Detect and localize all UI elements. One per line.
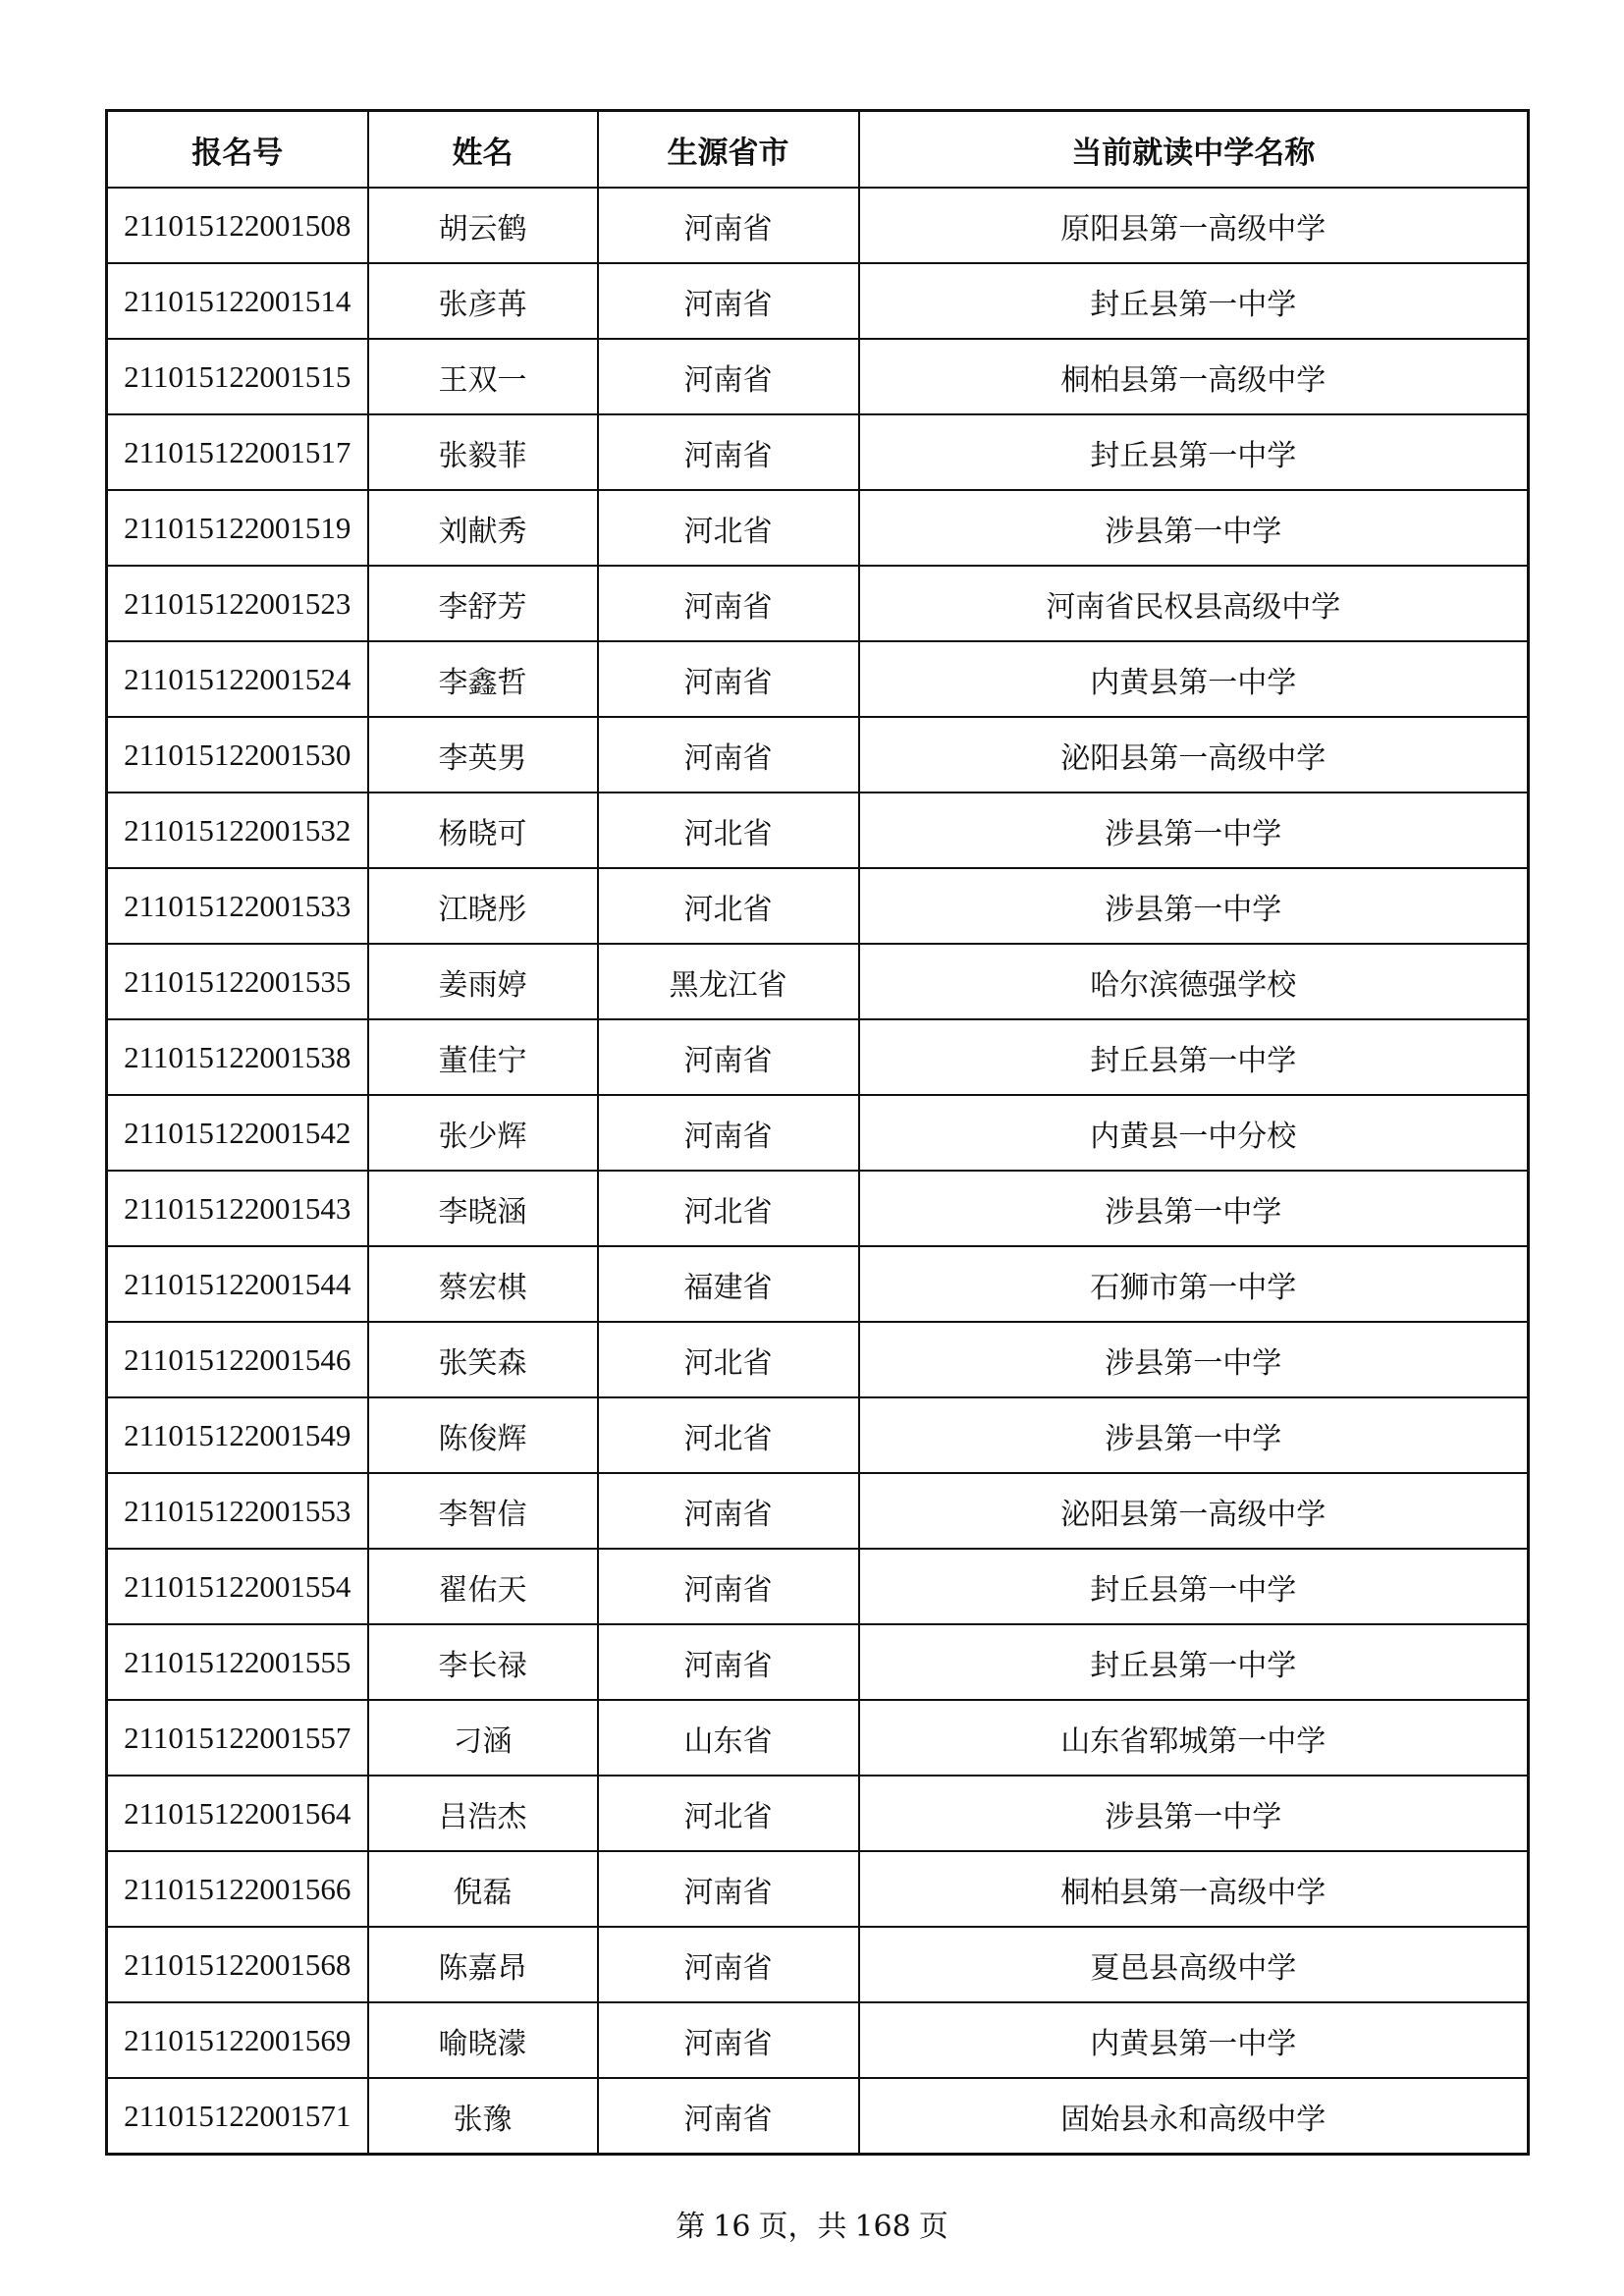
origin-province-cell: 河南省 — [598, 1851, 859, 1927]
registration-number-cell: 211015122001546 — [107, 1322, 368, 1397]
table-row — [107, 1927, 1529, 2002]
header-name: 姓名 — [368, 111, 598, 189]
registration-number-cell: 211015122001517 — [107, 414, 368, 490]
high-school-cell: 哈尔滨德强学校 — [859, 944, 1529, 1019]
student-name-cell: 陈俊辉 — [368, 1397, 598, 1473]
registration-number-cell: 211015122001569 — [107, 2002, 368, 2078]
footer-total-unit: 页 — [918, 2210, 948, 2244]
high-school-cell: 内黄县第一中学 — [859, 641, 1529, 717]
high-school-cell: 封丘县第一中学 — [859, 414, 1529, 490]
high-school-cell: 山东省郓城第一中学 — [859, 1700, 1529, 1776]
high-school-cell: 封丘县第一中学 — [859, 1624, 1529, 1700]
registration-number-cell: 211015122001553 — [107, 1473, 368, 1549]
student-name-cell: 喻晓濛 — [368, 2002, 598, 2078]
origin-province-cell: 山东省 — [598, 1700, 859, 1776]
high-school-cell: 夏邑县高级中学 — [859, 1927, 1529, 2002]
student-name-cell: 李晓涵 — [368, 1171, 598, 1246]
registration-number-cell: 211015122001542 — [107, 1095, 368, 1171]
origin-province-cell: 河南省 — [598, 1019, 859, 1095]
table-row — [107, 1171, 1529, 1246]
table-row — [107, 641, 1529, 717]
table-row — [107, 1397, 1529, 1473]
registration-number-cell: 211015122001508 — [107, 188, 368, 263]
student-name-cell: 陈嘉昂 — [368, 1927, 598, 2002]
student-name-cell: 刘献秀 — [368, 490, 598, 566]
high-school-cell: 封丘县第一中学 — [859, 263, 1529, 339]
origin-province-cell: 福建省 — [598, 1246, 859, 1322]
registration-number-cell: 211015122001568 — [107, 1927, 368, 2002]
student-name-cell: 蔡宏棋 — [368, 1246, 598, 1322]
table-row — [107, 2002, 1529, 2078]
origin-province-cell: 河北省 — [598, 1397, 859, 1473]
table-row — [107, 1624, 1529, 1700]
student-name-cell: 李长禄 — [368, 1624, 598, 1700]
student-name-cell: 张豫 — [368, 2078, 598, 2155]
registration-number-cell: 211015122001571 — [107, 2078, 368, 2155]
registration-number-cell: 211015122001519 — [107, 490, 368, 566]
registration-number-cell: 211015122001533 — [107, 868, 368, 944]
registration-number-cell: 211015122001566 — [107, 1851, 368, 1927]
high-school-cell: 桐柏县第一高级中学 — [859, 339, 1529, 414]
high-school-cell: 桐柏县第一高级中学 — [859, 1851, 1529, 1927]
table-row — [107, 1322, 1529, 1397]
student-name-cell: 倪磊 — [368, 1851, 598, 1927]
footer-prefix: 第 — [676, 2210, 706, 2244]
table-row — [107, 1549, 1529, 1624]
table-row — [107, 188, 1529, 263]
high-school-cell: 原阳县第一高级中学 — [859, 188, 1529, 263]
high-school-cell: 封丘县第一中学 — [859, 1019, 1529, 1095]
student-name-cell: 李鑫哲 — [368, 641, 598, 717]
registration-number-cell: 211015122001514 — [107, 263, 368, 339]
high-school-cell: 泌阳县第一高级中学 — [859, 717, 1529, 793]
origin-province-cell: 河北省 — [598, 1776, 859, 1851]
high-school-cell: 泌阳县第一高级中学 — [859, 1473, 1529, 1549]
student-name-cell: 张笑森 — [368, 1322, 598, 1397]
table-row — [107, 1019, 1529, 1095]
header-origin-province: 生源省市 — [598, 111, 859, 189]
origin-province-cell: 河南省 — [598, 1549, 859, 1624]
origin-province-cell: 河南省 — [598, 1473, 859, 1549]
table-row — [107, 944, 1529, 1019]
registration-number-cell: 211015122001535 — [107, 944, 368, 1019]
registration-number-cell: 211015122001555 — [107, 1624, 368, 1700]
origin-province-cell: 河南省 — [598, 188, 859, 263]
origin-province-cell: 河南省 — [598, 2078, 859, 2155]
high-school-cell: 涉县第一中学 — [859, 490, 1529, 566]
origin-province-cell: 黑龙江省 — [598, 944, 859, 1019]
student-name-cell: 张彦苒 — [368, 263, 598, 339]
registration-number-cell: 211015122001538 — [107, 1019, 368, 1095]
registration-number-cell: 211015122001515 — [107, 339, 368, 414]
student-name-cell: 翟佑天 — [368, 1549, 598, 1624]
student-name-cell: 刁涵 — [368, 1700, 598, 1776]
registration-number-cell: 211015122001544 — [107, 1246, 368, 1322]
student-name-cell: 江晓彤 — [368, 868, 598, 944]
origin-province-cell: 河南省 — [598, 717, 859, 793]
table-row — [107, 2078, 1529, 2155]
high-school-cell: 封丘县第一中学 — [859, 1549, 1529, 1624]
origin-province-cell: 河南省 — [598, 2002, 859, 2078]
origin-province-cell: 河南省 — [598, 414, 859, 490]
origin-province-cell: 河南省 — [598, 1624, 859, 1700]
high-school-cell: 涉县第一中学 — [859, 1171, 1529, 1246]
table-row — [107, 868, 1529, 944]
page-number: 16 — [713, 2210, 751, 2244]
table-header-row — [107, 111, 1529, 189]
table-row — [107, 1246, 1529, 1322]
high-school-cell: 固始县永和高级中学 — [859, 2078, 1529, 2155]
registration-number-cell: 211015122001523 — [107, 566, 368, 641]
student-name-cell: 董佳宁 — [368, 1019, 598, 1095]
registration-number-cell: 211015122001530 — [107, 717, 368, 793]
table-row — [107, 339, 1529, 414]
page-footer — [0, 2202, 1624, 2245]
high-school-cell: 河南省民权县高级中学 — [859, 566, 1529, 641]
table-row — [107, 414, 1529, 490]
origin-province-cell: 河南省 — [598, 566, 859, 641]
table-row — [107, 1851, 1529, 1927]
student-name-cell: 姜雨婷 — [368, 944, 598, 1019]
high-school-cell: 涉县第一中学 — [859, 868, 1529, 944]
table-row — [107, 793, 1529, 868]
origin-province-cell: 河南省 — [598, 1095, 859, 1171]
high-school-cell: 石狮市第一中学 — [859, 1246, 1529, 1322]
registration-number-cell: 211015122001564 — [107, 1776, 368, 1851]
registration-number-cell: 211015122001549 — [107, 1397, 368, 1473]
header-current-high-school: 当前就读中学名称 — [859, 111, 1529, 189]
high-school-cell: 内黄县第一中学 — [859, 2002, 1529, 2078]
origin-province-cell: 河南省 — [598, 1927, 859, 2002]
table-row — [107, 1700, 1529, 1776]
table-row — [107, 1473, 1529, 1549]
table-row — [107, 263, 1529, 339]
total-pages: 168 — [854, 2210, 911, 2244]
origin-province-cell: 河北省 — [598, 868, 859, 944]
student-name-cell: 李舒芳 — [368, 566, 598, 641]
registration-number-cell: 211015122001532 — [107, 793, 368, 868]
origin-province-cell: 河南省 — [598, 263, 859, 339]
student-name-cell: 吕浩杰 — [368, 1776, 598, 1851]
student-name-cell: 张毅菲 — [368, 414, 598, 490]
registration-number-cell: 211015122001543 — [107, 1171, 368, 1246]
origin-province-cell: 河北省 — [598, 1322, 859, 1397]
table-row — [107, 1776, 1529, 1851]
student-name-cell: 张少辉 — [368, 1095, 598, 1171]
origin-province-cell: 河南省 — [598, 339, 859, 414]
table-row — [107, 1095, 1529, 1171]
table-row — [107, 717, 1529, 793]
registration-number-cell: 211015122001557 — [107, 1700, 368, 1776]
footer-page-unit: 页，共 — [758, 2210, 847, 2244]
header-registration-number: 报名号 — [107, 111, 368, 189]
origin-province-cell: 河北省 — [598, 1171, 859, 1246]
student-name-cell: 胡云鹤 — [368, 188, 598, 263]
origin-province-cell: 河北省 — [598, 490, 859, 566]
high-school-cell: 涉县第一中学 — [859, 1776, 1529, 1851]
student-name-cell: 王双一 — [368, 339, 598, 414]
student-name-cell: 杨晓可 — [368, 793, 598, 868]
origin-province-cell: 河北省 — [598, 793, 859, 868]
student-name-cell: 李智信 — [368, 1473, 598, 1549]
admission-list-table — [105, 109, 1530, 2156]
table-row — [107, 566, 1529, 641]
high-school-cell: 内黄县一中分校 — [859, 1095, 1529, 1171]
high-school-cell: 涉县第一中学 — [859, 793, 1529, 868]
student-name-cell: 李英男 — [368, 717, 598, 793]
table-row — [107, 490, 1529, 566]
registration-number-cell: 211015122001524 — [107, 641, 368, 717]
origin-province-cell: 河南省 — [598, 641, 859, 717]
high-school-cell: 涉县第一中学 — [859, 1397, 1529, 1473]
registration-number-cell: 211015122001554 — [107, 1549, 368, 1624]
high-school-cell: 涉县第一中学 — [859, 1322, 1529, 1397]
